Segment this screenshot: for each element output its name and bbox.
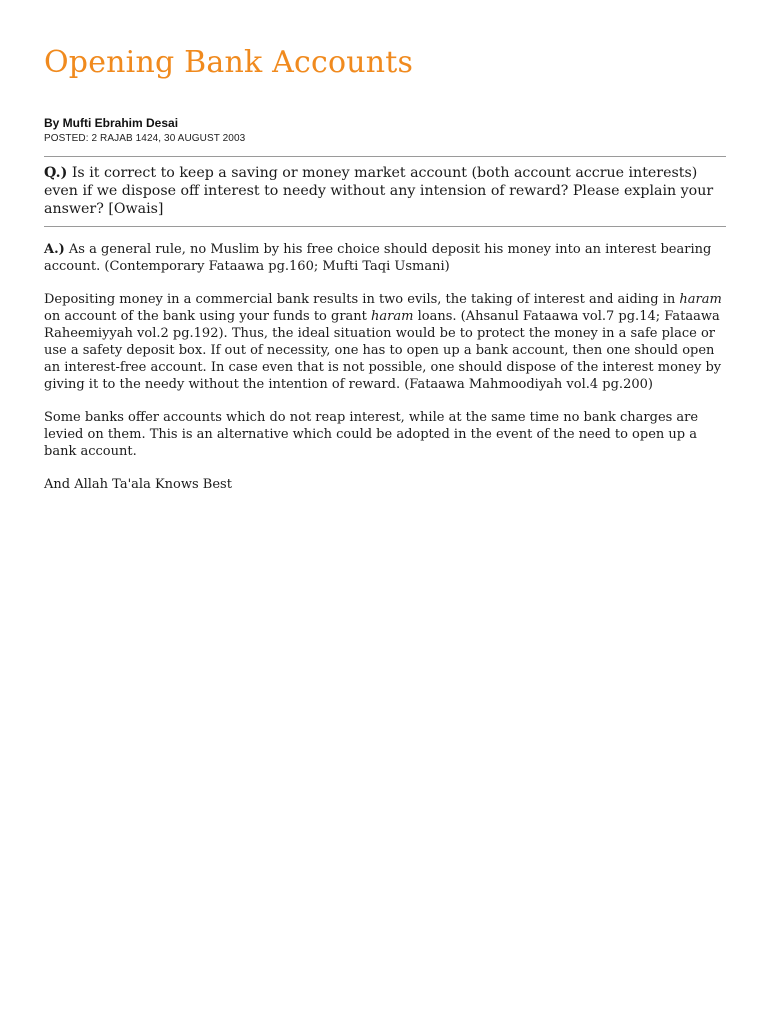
answer-paragraph-1-text: As a general rule, no Muslim by his free choice should deposit his money into an interest bearing account. (Contemporary Fataawa pg.160; Mufti Taqi Usmani) xyxy=(44,242,712,274)
question-section xyxy=(44,156,726,227)
author-byline: By Mufti Ebrahim Desai xyxy=(44,116,179,130)
posted-date: POSTED: 2 RAJAB 1424, 30 AUGUST 2003 xyxy=(44,133,246,144)
answer-label: A.) xyxy=(44,242,65,257)
answer-paragraph-1 xyxy=(44,241,726,275)
closing-line: And Allah Ta'ala Knows Best xyxy=(44,477,232,492)
answer-section xyxy=(44,241,726,493)
page-title: Opening Bank Accounts xyxy=(44,45,414,80)
question-text xyxy=(44,164,726,218)
answer-paragraph-2-part-1: Depositing money in a commercial bank results in two evils, the taking of interest and aiding in xyxy=(44,292,676,307)
article xyxy=(44,0,726,509)
haram-emphasis-1: haram xyxy=(679,292,722,307)
answer-paragraph-2 xyxy=(44,291,726,393)
question-label: Q.) xyxy=(44,165,68,181)
answer-paragraph-3: Some banks offer accounts which do not reap interest, while at the same time no bank charges are levied on them. This is an alternative which could be adopted in the event of the need to open up a bank account. xyxy=(44,410,699,459)
haram-emphasis-2: haram xyxy=(371,309,414,324)
answer-paragraph-2-part-2: on account of the bank using your funds to grant xyxy=(44,309,367,324)
answer-paragraph-2-part-3: loans. (Ahsanul Fataawa vol.7 pg.14; Fataawa Raheemiyyah vol.2 pg.192). Thus, the ideal situation would be to protect the money in a safe place or use a safety deposit box. If out of necessity, one has to open up a bank account, then one should open an interest-free account. In case even that is not possible, one should dispose of the interest money by giving it to the needy without the intention of reward. (Fataawa Mahmoodiyah vol.4 pg.200) xyxy=(44,309,722,392)
question-body: Is it correct to keep a saving or money market account (both account accrue interests) even if we dispose off interest to needy without any intension of reward? Please explain your answer? [Owais] xyxy=(44,165,714,217)
